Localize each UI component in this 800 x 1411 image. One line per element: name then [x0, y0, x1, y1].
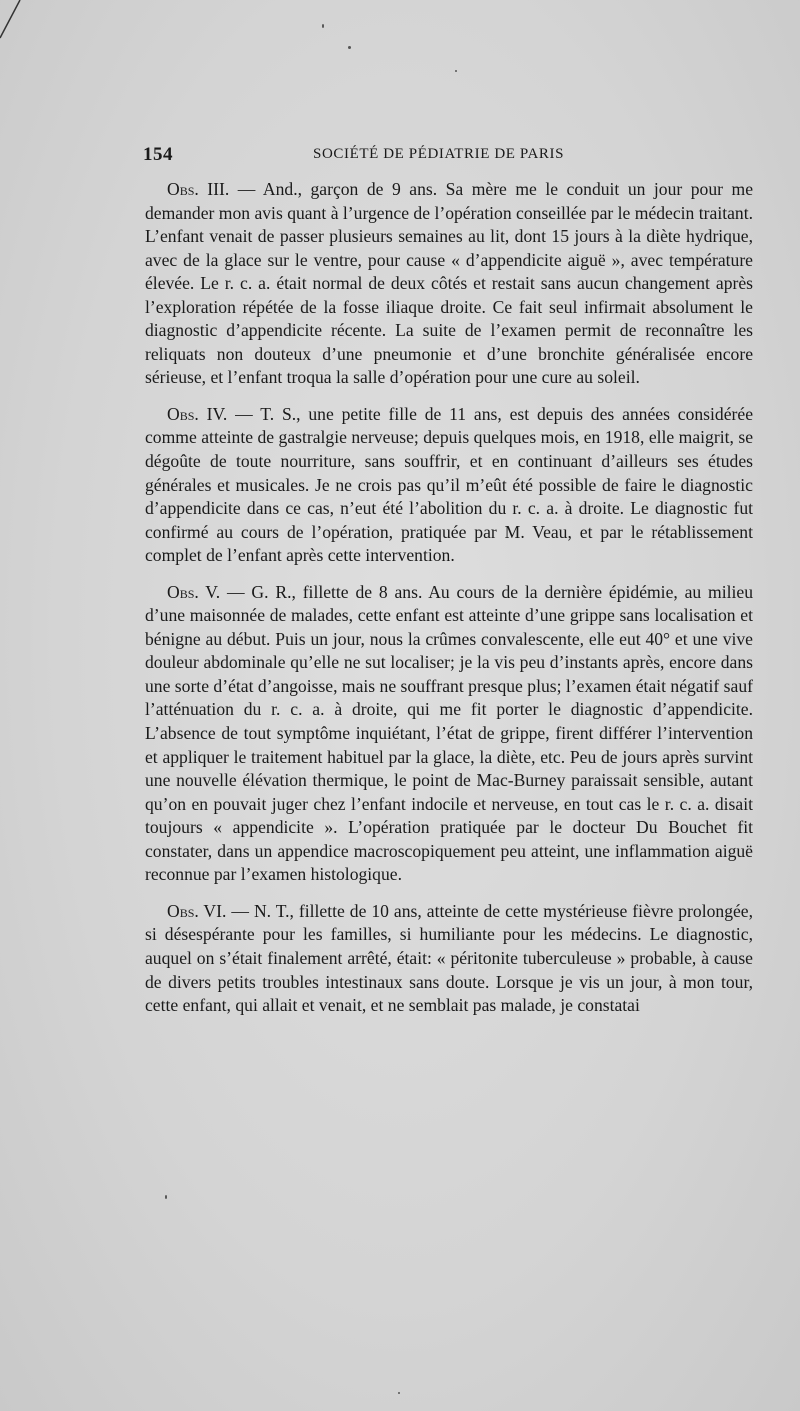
running-title: SOCIÉTÉ DE PÉDIATRIE DE PARIS — [313, 146, 565, 162]
observation-label: Obs. IV. — [167, 403, 228, 424]
dust-speck — [398, 1392, 400, 1394]
page-header — [143, 144, 755, 170]
dust-speck — [322, 24, 324, 28]
dust-speck — [455, 70, 457, 72]
observation-paragraph — [145, 178, 753, 390]
observation-text: — N. T., fillette de 10 ans, atteinte de cette mystérieuse fièvre prolongée, si désespérante pour les familles, si humiliante pour les médecins. Le diagnostic, auquel on s’était finalement arrêté, était: « péritonite tuberculeuse » probable, à cause de divers petits troubles intestinaux sans doute. Lorsque je vis un jour, à mon tour, cette enfant, qui allait et venait, et ne semblait pas malade, je constatai — [145, 900, 754, 1016]
corner-pencil-mark — [0, 0, 30, 40]
observation-paragraph — [145, 403, 753, 568]
dust-speck — [165, 1195, 167, 1199]
observation-label: Obs. VI. — [167, 900, 227, 921]
observation-label: Obs. V. — [167, 581, 221, 602]
observation-paragraph — [145, 900, 753, 1018]
observation-paragraph — [145, 581, 753, 887]
body-text — [145, 178, 753, 1018]
page-number: 154 — [143, 144, 173, 165]
observation-text: — And., garçon de 9 ans. Sa mère me le conduit un jour pour me demander mon avis quant à l’urgence de l’opération conseillée par le médecin traitant. L’enfant venait de passer plusieurs semaines au lit, dont 15 jours à la diète hydrique, avec de la glace sur le ventre, pour cause « d’appendicite aiguë », avec température élevée. Le r. c. a. était normal de deux côtés et restait sans aucun changement après l’exploration répétée de la fosse iliaque droite. Ce fait seul infirmait absolument le diagnostic d’appendicite récente. La suite de l’examen permit de reconnaître les reliquats non douteux d’une pneumonie et d’une bronchite généralisée encore sérieuse, et l’enfant troqua la salle d’opération pour une cure au soleil. — [145, 179, 754, 388]
observation-text: — G. R., fillette de 8 ans. Au cours de la dernière épidémie, au milieu d’une maisonnée de malades, cette enfant est atteinte d’une grippe sans localisation et bénigne au début. Puis un jour, nous la crûmes convalescente, elle eut 40° et une vive douleur abdominale qu’elle ne sut localiser; je la vis peu d’instants après, encore dans une sorte d’état d’angoisse, mais ne souffrant presque plus; l’examen était négatif sauf l’atténuation du r. c. a. à droite, qui me fit porter le diagnostic d’appendicite. L’absence de tout symptôme inquiétant, l’état de grippe, firent différer l’intervention et appliquer le traitement habituel par la glace, la diète, etc. Peu de jours après survint une nouvelle élévation thermique, le point de Mac-Burney paraissait sensible, autant qu’on en pouvait juger chez l’enfant indocile et nerveuse, en tout cas le r. c. a. disait toujours « appendicite ». L’opération pratiquée par le docteur Du Bouchet fit constater, dans un appendice macroscopiquement peu atteint, une inflammation aiguë reconnue par l’examen histologique. — [145, 581, 754, 885]
dust-speck — [348, 46, 351, 49]
observation-label: Obs. III. — [167, 179, 230, 199]
observation-text: — T. S., une petite fille de 11 ans, est depuis des années considérée comme atteinte de gastralgie nerveuse; depuis quelques mois, en 1918, elle maigrit, se dégoûte de toute nourriture, sans souffrir, et en continuant d’ailleurs ses études générales et musicales. Je ne crois pas qu’il m’eût été possible de faire le diagnostic d’appendicite dans ce cas, n’eut été l’abolition du r. c. a. à droite. Le diagnostic fut confirmé au cours de l’opération, pratiquée par M. Veau, et par le rétablissement complet de l’enfant après cette intervention. — [145, 403, 754, 566]
